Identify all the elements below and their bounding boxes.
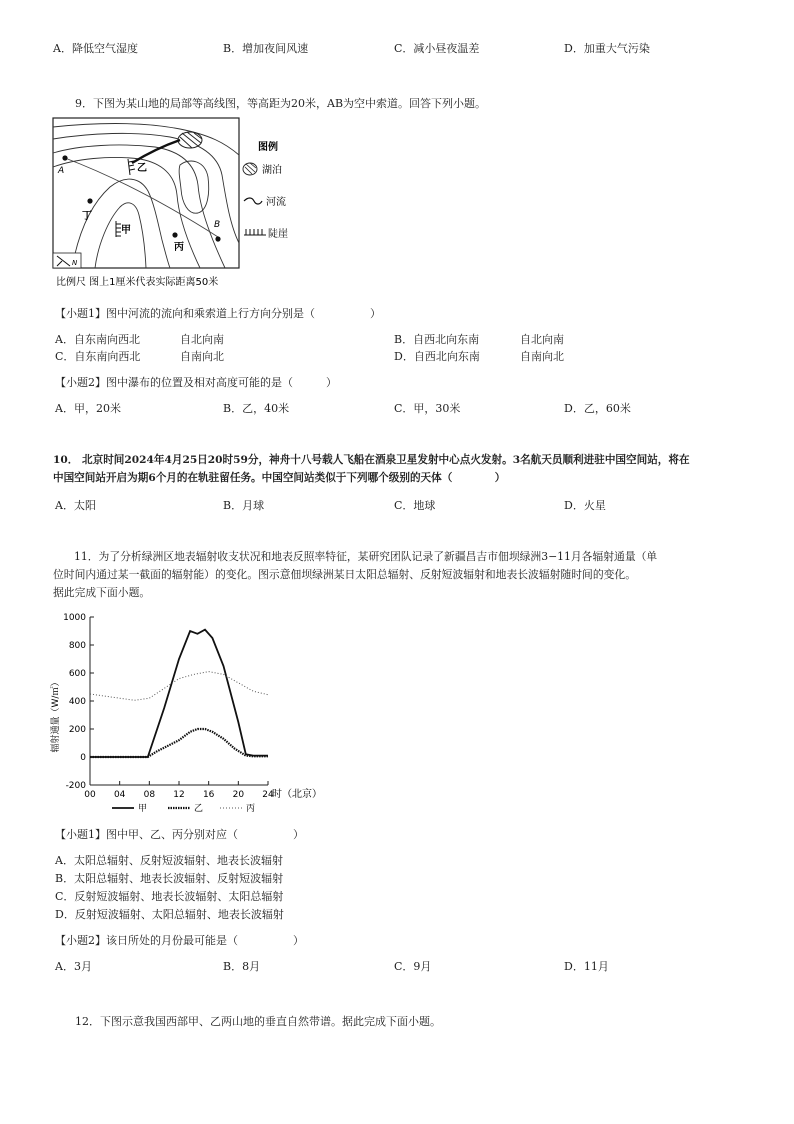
legend-river-icon xyxy=(244,198,262,204)
q9-sub1-option-a[interactable]: A．自东南向西北 xyxy=(55,333,140,346)
q9-sub1-option-c[interactable]: C．自东南向西北 xyxy=(55,350,141,363)
series-line-2 xyxy=(90,672,268,701)
label-a: A xyxy=(58,166,65,176)
q9-sub2-option-b[interactable]: B．乙，40米 xyxy=(223,402,290,415)
q11-sub2-option-a[interactable]: A．3月 xyxy=(55,960,92,973)
q9-sub2-option-a[interactable]: A．甲，20米 xyxy=(55,402,121,415)
q11-sub1-option-d[interactable]: D．反射短波辐射、太阳总辐射、地表长波辐射 xyxy=(55,908,284,921)
series-line-0 xyxy=(90,630,268,757)
chart-ylabel: 辐射通量（W/㎡） xyxy=(51,677,61,753)
q10-option-b[interactable]: B．月球 xyxy=(223,499,265,512)
legend-label-0: 甲 xyxy=(138,804,148,814)
q10-option-c[interactable]: C．地球 xyxy=(394,499,436,512)
x-tick-label: 12 xyxy=(173,790,185,800)
q11-sub1-option-a[interactable]: A．太阳总辐射、反射短波辐射、地表长波辐射 xyxy=(55,854,283,867)
point-ding xyxy=(87,198,92,203)
legend-river-label: 河流 xyxy=(266,197,286,208)
q9-sub1-option-d-second: 自南向北 xyxy=(520,350,564,363)
point-a xyxy=(62,155,67,160)
q9-sub1-stem: 【小题1】图中河流的流向和乘索道上行方向分别是（ ） xyxy=(55,307,381,320)
map-scale: 比例尺 图上1厘米代表实际距离50米 xyxy=(56,277,219,288)
map-frame xyxy=(53,118,239,268)
legend-label-2: 丙 xyxy=(246,804,256,814)
north-arrow-icon xyxy=(53,253,81,268)
q8-option-c[interactable]: C．减小昼夜温差 xyxy=(394,42,480,55)
q8-option-a[interactable]: A．降低空气湿度 xyxy=(53,42,138,55)
x-tick-label: 08 xyxy=(143,790,156,800)
y-tick-label: 400 xyxy=(68,697,86,707)
q9-sub1-option-a-second: 自北向南 xyxy=(180,333,224,346)
q11-sub2-stem: 【小题2】该日所处的月份最可能是（ ） xyxy=(55,934,304,947)
contour-map xyxy=(50,115,300,290)
y-tick-label: 0 xyxy=(80,753,86,763)
q9-sub1-option-d[interactable]: D．自西北向东南 xyxy=(394,350,480,363)
y-tick-label: 200 xyxy=(68,725,86,735)
y-tick-label: 600 xyxy=(68,669,86,679)
y-tick-label: 800 xyxy=(68,641,86,651)
x-tick-label: 16 xyxy=(202,790,215,800)
x-tick-label: 04 xyxy=(113,790,126,800)
point-b xyxy=(215,236,220,241)
q10-option-a[interactable]: A．太阳 xyxy=(55,499,96,512)
label-ding: 丁 xyxy=(82,211,92,222)
x-tick-label: 20 xyxy=(232,790,245,800)
q9-sub2-stem: 【小题2】图中瀑布的位置及相对高度可能的是（ ） xyxy=(55,376,337,389)
label-yi: 乙 xyxy=(137,163,147,174)
label-b: B xyxy=(214,220,221,230)
q9-sub2-option-c[interactable]: C．甲，30米 xyxy=(394,402,461,415)
q8-option-d[interactable]: D．加重大气污染 xyxy=(564,42,650,55)
radiation-chart xyxy=(40,605,340,820)
lake-icon xyxy=(178,132,202,148)
q12-stem: 12．下图示意我国西部甲、乙两山地的垂直自然带谱。据此完成下面小题。 xyxy=(75,1015,441,1028)
legend-title: 图例 xyxy=(258,142,278,153)
q9-sub1-option-b[interactable]: B．自西北向东南 xyxy=(394,333,480,346)
legend-cliff-icon xyxy=(244,229,266,235)
point-bing xyxy=(172,232,177,237)
q11-sub1-option-c[interactable]: C．反射短波辐射、地表长波辐射、太阳总辐射 xyxy=(55,890,284,903)
label-bing: 丙 xyxy=(174,242,184,253)
q11-stem-line3: 据此完成下面小题。 xyxy=(53,586,151,599)
x-tick-label: 00 xyxy=(84,790,96,800)
q9-stem: 9．下图为某山地的局部等高线图，等高距为20米，AB为空中索道。回答下列小题。 xyxy=(75,97,487,110)
q9-sub1-option-c-second: 自南向北 xyxy=(180,350,224,363)
q11-sub2-option-d[interactable]: D．11月 xyxy=(564,960,609,973)
q11-stem-line1: 11．为了分析绿洲区地表辐射收支状况和地表反照率特征，某研究团队记录了新疆昌吉市佃坝绿洲3−11月各辐射通量（单 xyxy=(74,550,658,563)
legend-cliff-label: 陡崖 xyxy=(268,229,288,240)
q10-stem-line1: 10． 北京时间2024年4月25日20时59分，神舟十八号载人飞船在酒泉卫星发射中心点火发射。3名航天员顺利进驻中国空间站，将在 xyxy=(53,454,690,466)
q11-sub2-option-b[interactable]: B．8月 xyxy=(223,960,261,973)
q10-stem-line2: 中国空间站开启为期6个月的在轨驻留任务。中国空间站类似于下列哪个级别的天体（ ） xyxy=(53,472,506,484)
x-tick-label: 24 xyxy=(262,790,274,800)
legend-label-1: 乙 xyxy=(194,804,204,814)
q11-stem-line2: 位时间内通过某一截面的辐射能）的变化。图示意佃坝绿洲某日太阳总辐射、反射短波辐射和地表长波辐射随时间的变化。 xyxy=(53,568,637,581)
q9-sub1-option-b-second: 自北向南 xyxy=(520,333,564,346)
legend-lake-label: 湖泊 xyxy=(262,165,282,176)
q10-option-d[interactable]: D．火星 xyxy=(564,499,606,512)
y-tick-label: -200 xyxy=(65,781,86,791)
label-jia: 甲 xyxy=(121,225,131,236)
q11-sub1-option-b[interactable]: B．太阳总辐射、地表长波辐射、反射短波辐射 xyxy=(55,872,284,885)
svg-text:N: N xyxy=(72,259,78,267)
y-tick-label: 1000 xyxy=(63,613,86,623)
q9-sub2-option-d[interactable]: D．乙，60米 xyxy=(564,402,631,415)
q11-sub2-option-c[interactable]: C．9月 xyxy=(394,960,432,973)
chart-xlabel: 时（北京） xyxy=(272,789,322,800)
legend-lake-icon xyxy=(243,163,257,175)
q11-sub1-stem: 【小题1】图中甲、乙、丙分别对应（ ） xyxy=(55,828,304,841)
q8-option-b[interactable]: B．增加夜间风速 xyxy=(223,42,309,55)
